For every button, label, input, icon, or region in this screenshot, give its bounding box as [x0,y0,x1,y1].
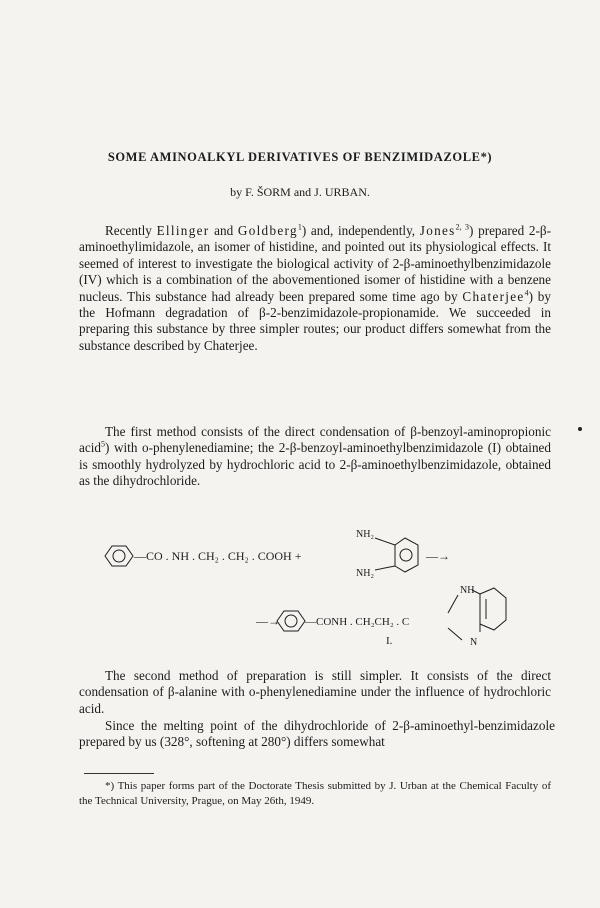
benzene-ring-icon [277,611,305,631]
footnote: *) This paper forms part of the Doctorate Thesis submitted by J. Urban at the Chemical Faculty of the Technical University, Prague, on May 26th, 1949. [79,780,551,807]
imidazole-nh: NH [460,585,475,596]
paragraph-second-method: The second method of preparation is still simpler. It consists of the direct condensation of β-alanine with o-phenylenediamine under the influence of hydrochloric acid. [79,668,551,716]
author-byline: by F. ŠORM and J. URBAN. [230,185,370,199]
paragraph-melting-point: Since the melting point of the dihydrochloride of 2-β-aminoethyl-benzimidazole prepared by us (328°, softening at 280°) differs somewhat [79,718,555,750]
author-name: Jones [419,223,456,238]
benzene-ring-icon [105,546,133,566]
margin-dot [578,427,582,431]
amine-group-top: NH₂ [356,529,374,540]
reaction-scheme [0,520,600,660]
author-name: Ellinger [156,223,210,238]
reactant-formula: —CO . NH . CH₂ . CH₂ . COOH + [134,549,302,563]
footnote-divider [84,773,154,774]
paper-title: SOME AMINOALKYL DERIVATIVES OF BENZIMIDAZOLE*) [107,150,493,164]
compound-label: I. [386,635,393,647]
imidazole-n: N [470,637,478,648]
author-name: Chaterjee [462,288,525,304]
amine-group-bottom: NH₂ [356,568,374,579]
paragraph-first-method: The first method consists of the direct condensation of β-benzoyl-aminopropionic acid$^5$) with o-phenylenediamine; the 2-β-benzoyl-aminoethylbenzimidazole (I) obtained is smoothly hydrolyzed by hydrochloric acid to 2-β-aminoethylbenzimidazole, obtained as the dihydrochloride. [79,424,551,489]
reaction-arrow: —→ [426,549,450,563]
reaction-arrow: —→ [256,614,280,628]
benzimidazole-ring-icon [448,588,506,640]
author-name: Goldberg [237,223,298,238]
product-formula: —CONH . CH₂CH₂ . C [305,616,410,628]
paragraph-introduction: Recently Ellinger and Goldberg$^1$) and, independently, Jones$^{2, 3}$) prepared 2-β-aminoethylimidazole, an isomer of histidine, and pointed out its physiological effects. It seemed of interest to investigate the biological activity of 2-β-aminoethylbenzimidazole (IV) which is a combination of the abovementioned isomer of histidine with a benzene nucleus. This substance had already been prepared some time ago by Chaterjee$^4$) by the Hofmann degradation of β-2-benzimidazole-propionamide. We succeeded in preparing this substance by three simpler routes; our product differs somewhat from the substance described by Chaterjee. [79,222,551,353]
phenylenediamine-ring-icon [375,538,418,572]
